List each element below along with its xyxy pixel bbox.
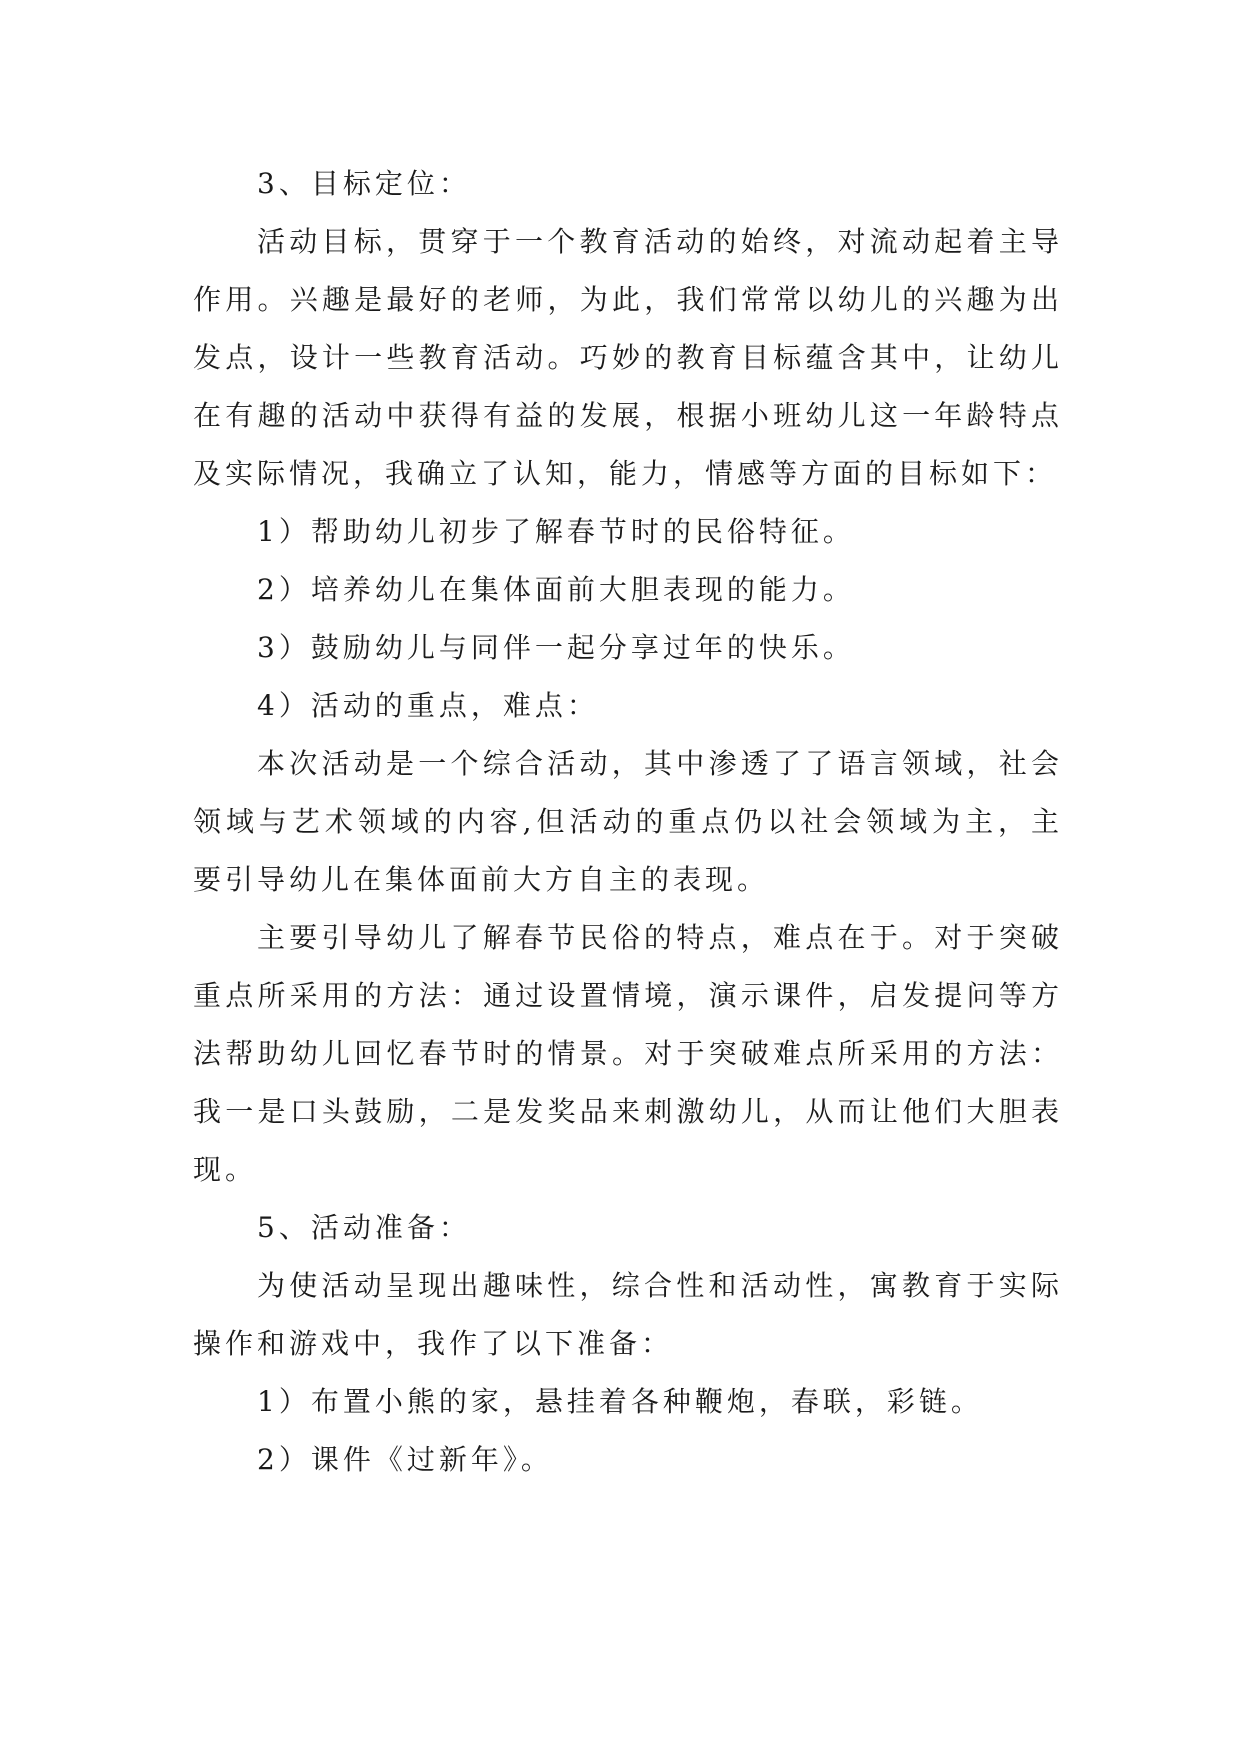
paragraph-key-points: 本次活动是一个综合活动，其中渗透了了语言领域，社会领域与艺术领域的内容,但活动的重点仍以社会领域为主，主要引导幼儿在集体面前大方自主的表现。 [193,747,1063,896]
goal-item-3: 3）鼓励幼儿与同伴一起分享过年的快乐。 [257,631,855,664]
goal-item-1: 1）帮助幼儿初步了解春节时的民俗特征。 [257,515,855,548]
paragraph-preparation-intro: 为使活动呈现出趣味性，综合性和活动性，寓教育于实际操作和游戏中，我作了以下准备： [193,1269,1063,1360]
goal-item-2: 2）培养幼儿在集体面前大胆表现的能力。 [257,573,855,606]
preparation-item-1: 1）布置小熊的家，悬挂着各种鞭炮，春联，彩链。 [257,1385,983,1418]
heading-activity-preparation: 5、活动准备： [257,1211,471,1244]
goal-item-4: 4）活动的重点，难点： [257,689,599,722]
paragraph-activity-goals: 活动目标，贯穿于一个教育活动的始终，对流动起着主导作用。兴趣是最好的老师，为此，我们常常以幼儿的兴趣为出发点，设计一些教育活动。巧妙的教育目标蕴含其中，让幼儿在有趣的活动中获得有益的发展，根据小班幼儿这一年龄特点及实际情况，我确立了认知，能力，情感等方面的目标如下： [193,225,1063,490]
preparation-item-2: 2）课件《过新年》。 [257,1443,553,1476]
paragraph-methods: 主要引导幼儿了解春节民俗的特点，难点在于。对于突破重点所采用的方法：通过设置情境，演示课件，启发提问等方法帮助幼儿回忆春节时的情景。对于突破难点所采用的方法：我一是口头鼓励，二是发奖品来刺激幼儿，从而让他们大胆表现。 [193,921,1063,1186]
heading-goal-positioning: 3、目标定位： [257,167,471,200]
document-body [193,155,1063,1489]
